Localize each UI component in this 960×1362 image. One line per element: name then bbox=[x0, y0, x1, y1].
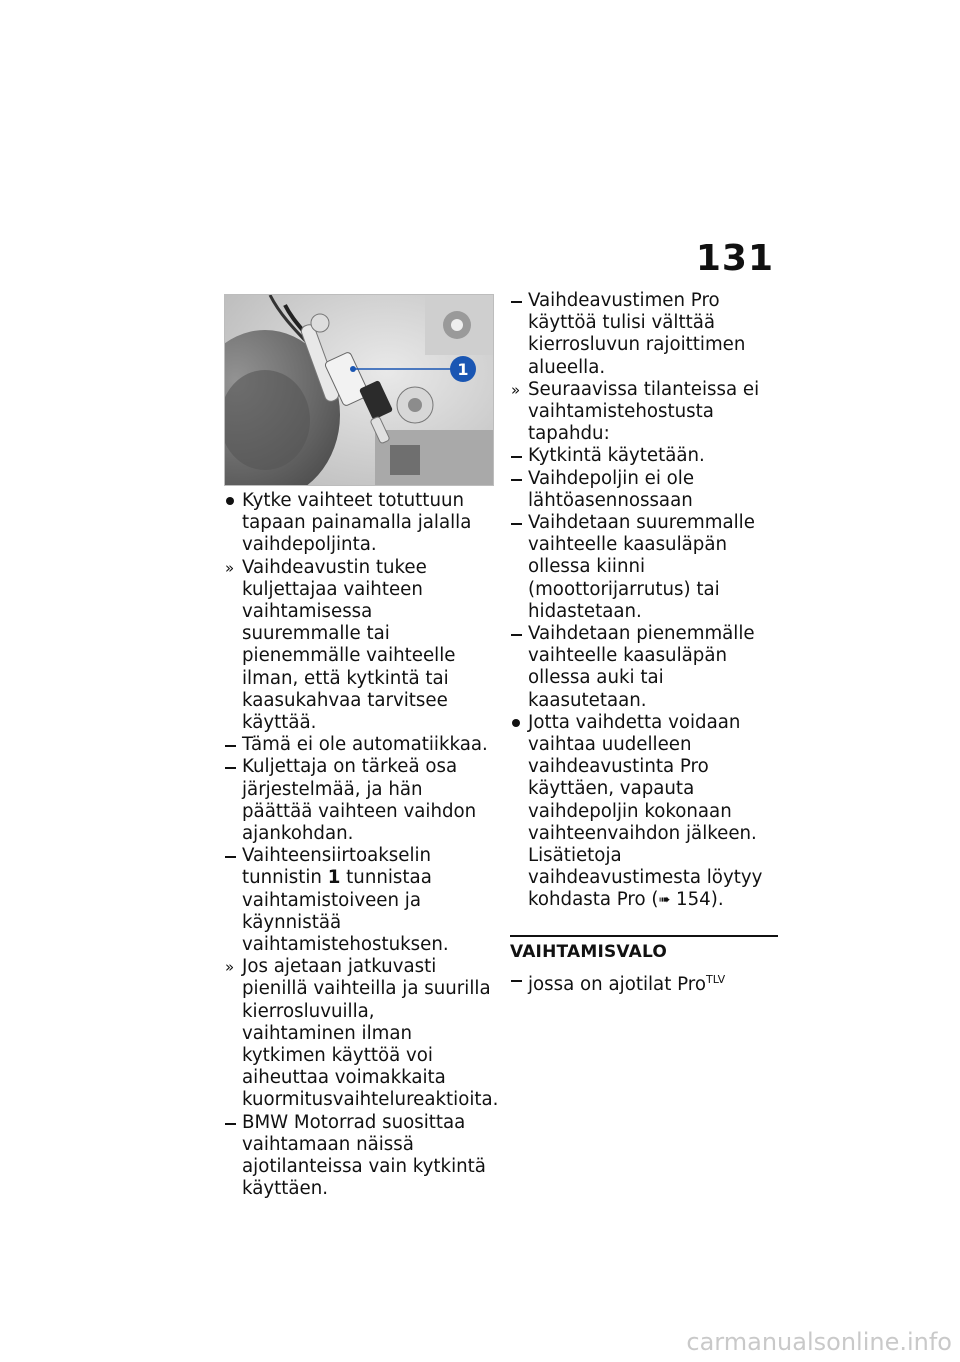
list-item: Vaihdeavustimen Pro käyttöä tulisi välttää kierrosluvun rajoittimen alueella. bbox=[528, 290, 746, 378]
list-item: BMW Motorrad suosittaa vaihtamaan näissä ajotilanteissa vain kytkintä käyttäen. bbox=[242, 1111, 486, 1200]
list-item: Vaihdepoljin ei ole lähtöasennossaan bbox=[528, 467, 695, 511]
gear-shift-sensor-photo bbox=[224, 294, 494, 486]
motorcycle-shift-mechanism-illustration bbox=[225, 295, 494, 486]
list-item: » Jos ajetaan jatkuvasti pienillä vaihteilla ja suurilla kierrosluvuilla, vaihtaminen ilman kytkimen käyttöä voi aiheuttaa voimakkaita kuormitusvaihtelureaktioita. bbox=[225, 956, 499, 1111]
model-superscript: TLV bbox=[705, 972, 726, 986]
list-item: Kytkintä käytetään. bbox=[528, 445, 705, 467]
list-item: Jotta vaihdetta voidaan vaihtaa uudelleen vaihdeavustinta Pro käyttäen, vapauta vaihdepoljin kokonaan vaihteenvaihdon jälkeen. Lisätietoja vaihdeavustimesta löytyy kohdasta Pro (➠ 154). bbox=[528, 711, 763, 911]
result-arrow-icon: » bbox=[225, 558, 235, 577]
list-item: Vaihdetaan pienemmälle vaihteelle kaasuläpän ollessa auki tai kaasutetaan. bbox=[528, 623, 755, 711]
right-text-column bbox=[510, 290, 782, 996]
list-item: Kytke vaihteet totuttuun tapaan painamalla jalalla vaihdepoljinta. bbox=[242, 490, 472, 556]
result-arrow-icon: » bbox=[511, 380, 521, 399]
page-number: 131 bbox=[695, 238, 774, 279]
list-item: » Vaihdeavustin tukee kuljettajaa vaihteen vaihtamisessa suuremmalle tai pienemmälle vaihteelle ilman, että kytkintä tai kaasukahvaa tarvitsee käyttää. bbox=[225, 556, 456, 734]
left-text-column bbox=[224, 490, 499, 1201]
list-item: Vaihteensiirtoakselin tunnistin 1 tunnistaa vaihtamistoiveen ja käynnistää vaihtamistehostuksen. bbox=[242, 845, 449, 956]
list-item: Tämä ei ole automatiikkaa. bbox=[242, 734, 488, 756]
list-item: Vaihdetaan suuremmalle vaihteelle kaasuläpän ollessa kiinni (moottorijarrutus) tai hidastetaan. bbox=[528, 512, 755, 622]
watermark-footer: carmanualsonline.info bbox=[686, 1328, 952, 1356]
list-item: jossa on ajotilat Pro$^{TLV}$ bbox=[528, 972, 726, 995]
list-item: » Seuraavissa tilanteissa ei vaihtamistehostusta tapahdu: bbox=[511, 378, 760, 445]
page-reference-arrow-icon: ➠ bbox=[658, 892, 671, 909]
list-item: Kuljettaja on tärkeä osa järjestelmää, ja hän päättää vaihteen vaihdon ajankohdan. bbox=[242, 756, 477, 845]
page-reference-link[interactable]: 154). bbox=[670, 889, 724, 911]
callout-number: 1 bbox=[457, 360, 469, 379]
result-arrow-icon: » bbox=[225, 958, 235, 977]
section-divider bbox=[510, 935, 778, 937]
section-heading: VAIHTAMISVALO bbox=[510, 941, 668, 962]
